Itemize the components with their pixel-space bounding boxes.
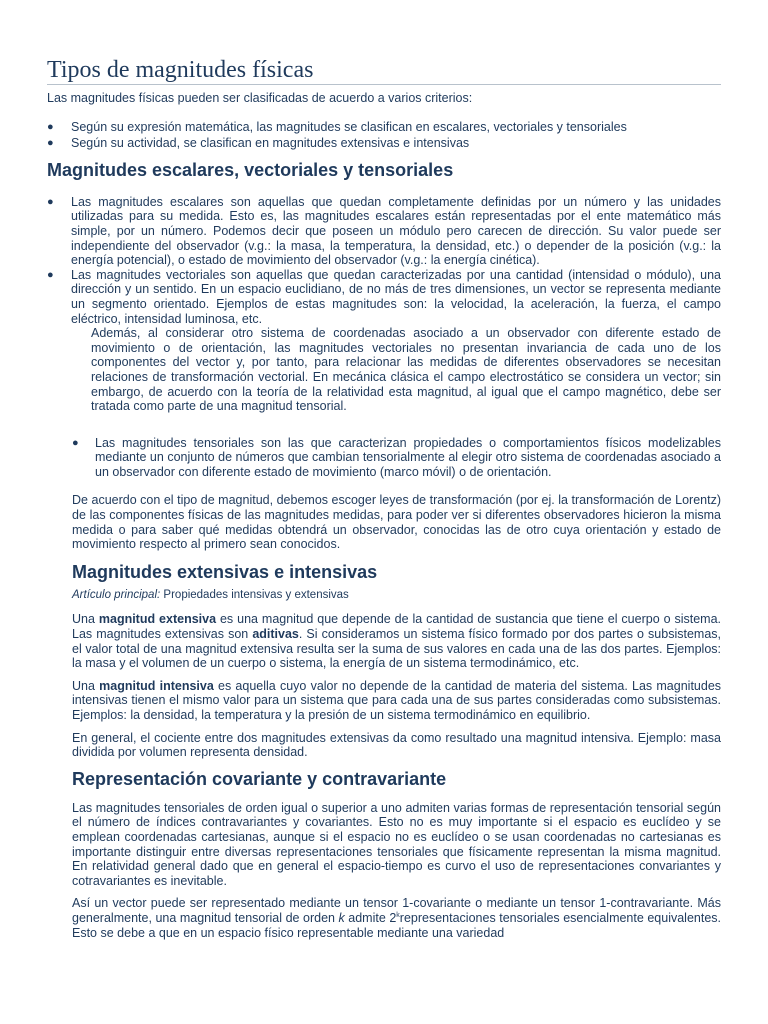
quotient-paragraph: En general, el cociente entre dos magnitudes extensivas da como resultado una magnitud intensiva. Ejemplo: masa dividida por volumen representa densidad.: [72, 730, 721, 760]
extensive-paragraph: Una magnitud extensiva es una magnitud que depende de la cantidad de sustancia que tiene el cuerpo o sistema. Las magnitudes extensivas son aditivas. Si consideramos un sistema físico formado por dos partes o subsistemas, el valor total de una magnitud extensiva resulta ser la suma de sus valores en cada una de las dos partes. Ejemplos: la masa y el volumen de un cuerpo o sistema, la energía de un sistema termodinámico, etc.: [72, 612, 722, 671]
section-heading-covariant: Representación covariante y contravariante: [72, 768, 447, 789]
main-article-note: [47, 588, 721, 603]
vector-continued-text: Además, al considerar otro sistema de coordenadas asociado a un observador con diferente estado de movimiento o de orientación, las magnitudes vectoriales no presentan invariancia de cada uno de los componentes del vector y, por tanto, para relacionar las medidas de diferentes observadores se necesitan relaciones de transformación vectorial. En mecánica clásica el campo electrostático se considera un vector; sin embargo, de acuerdo con la teoría de la relatividad esta magnitud, al igual que el campo magnético, debe ser tratada como parte de una magnitud tensorial.: [91, 326, 721, 414]
list-item: ● Las magnitudes escalares son aquellas que quedan completamente definidas por un número y las unidades utilizadas para su medida. Esto es, las magnitudes escalares están representadas por el ente matemático más simple, por un número. Podemos decir que poseen un módulo pero carecen de dirección. Su valor puede ser independiente del observador (v.g.: la masa, la temperatura, la densidad, etc.) o depender de la posición (v.g.: la energía potencial), o estado de movimiento del observador (v.g.: la energía cinética).: [47, 194, 721, 268]
list-item: ● Según su actividad, se clasifican en magnitudes extensivas e intensivas: [47, 136, 470, 151]
section-heading-scalar-vector-tensor: Magnitudes escalares, vectoriales y tensoriales: [47, 159, 454, 180]
covariant-paragraph-2: Así un vector puede ser representado mediante un tensor 1-covariante o mediante un tensor 1-contravariante. Más generalmente, una magnitud tensorial de orden k admite 2$^k$representaciones tensoriales esencialmente equivalentes. Esto se debe a que en un espacio físico representable mediante una variedad: [72, 896, 721, 940]
covariant-paragraph-1: Las magnitudes tensoriales de orden igual o superior a uno admiten varias formas de representación tensorial según el número de índices contravariantes y covariantes. Esto no es muy importante si el espacio es euclídeo y se emplean coordenadas cartesianas, aunque si el espacio no es euclídeo o se usan coordenadas no cartesianas es importante distinguir entre diversas representaciones tensoriales que físicamente representan la misma magnitud. En relatividad general dado que en general el espacio-tiempo es curvo el uso de representaciones convariantes y cotravariantes es inevitable.: [72, 800, 721, 888]
bullet-icon: ●: [72, 436, 79, 449]
list-item: ● Las magnitudes vectoriales son aquellas que quedan caracterizadas por una cantidad (intensidad o módulo), una dirección y un sentido. En un espacio euclidiano, de no más de tres dimensiones, un vector se representa mediante un segmento orientado. Ejemplos de estas magnitudes son: la velocidad, la aceleración, la fuerza, el campo eléctrico, intensidad luminosa, etc.: [47, 267, 721, 326]
criteria-list: [47, 120, 721, 151]
transformation-paragraph: De acuerdo con el tipo de magnitud, debemos escoger leyes de transformación (por ej. la transformación de Lorentz) de las componentes físicas de las magnitudes medidas, para poder ver si diferentes observadores hicieron la misma medida o para saber qué medidas obtendrá un observador, conocidas las de otro cuya orientación y estado de movimiento respecto al primero sean conocidos.: [72, 493, 721, 552]
article-label: Artículo principal:: [72, 588, 161, 601]
bullet-icon: ●: [47, 195, 54, 208]
tensor-list-item: ● Las magnitudes tensoriales son las que caracterizan propiedades o comportamientos físicos modelizables mediante un conjunto de números que cambian tensorialmente al elegir otro sistema de coordenadas asociado a un observador con diferente estado de movimiento (marco móvil) o de orientación.: [72, 435, 721, 479]
intro-text: Las magnitudes físicas pueden ser clasificadas de acuerdo a varios criterios:: [47, 91, 473, 105]
bullet-icon: ●: [47, 268, 54, 281]
page-title: Tipos de magnitudes físicas: [47, 56, 721, 85]
article-link[interactable]: Propiedades intensivas y extensivas: [163, 588, 349, 601]
list-item: ● Según su expresión matemática, las magnitudes se clasifican en escalares, vectoriales y tensoriales: [47, 119, 627, 134]
bullet-icon: ●: [47, 120, 54, 133]
bullet-icon: ●: [47, 137, 54, 150]
section-heading-extensive-intensive: Magnitudes extensivas e intensivas: [72, 561, 378, 582]
magnitude-types-list: [47, 195, 721, 326]
intensive-paragraph: Una magnitud intensiva es aquella cuyo valor no depende de la cantidad de materia del sistema. Las magnitudes intensivas tienen el mismo valor para un sistema que para cada una de sus partes consideradas como subsistemas. Ejemplos: la densidad, la temperatura y la presión de un sistema termodinámico en equilibrio.: [72, 678, 722, 722]
